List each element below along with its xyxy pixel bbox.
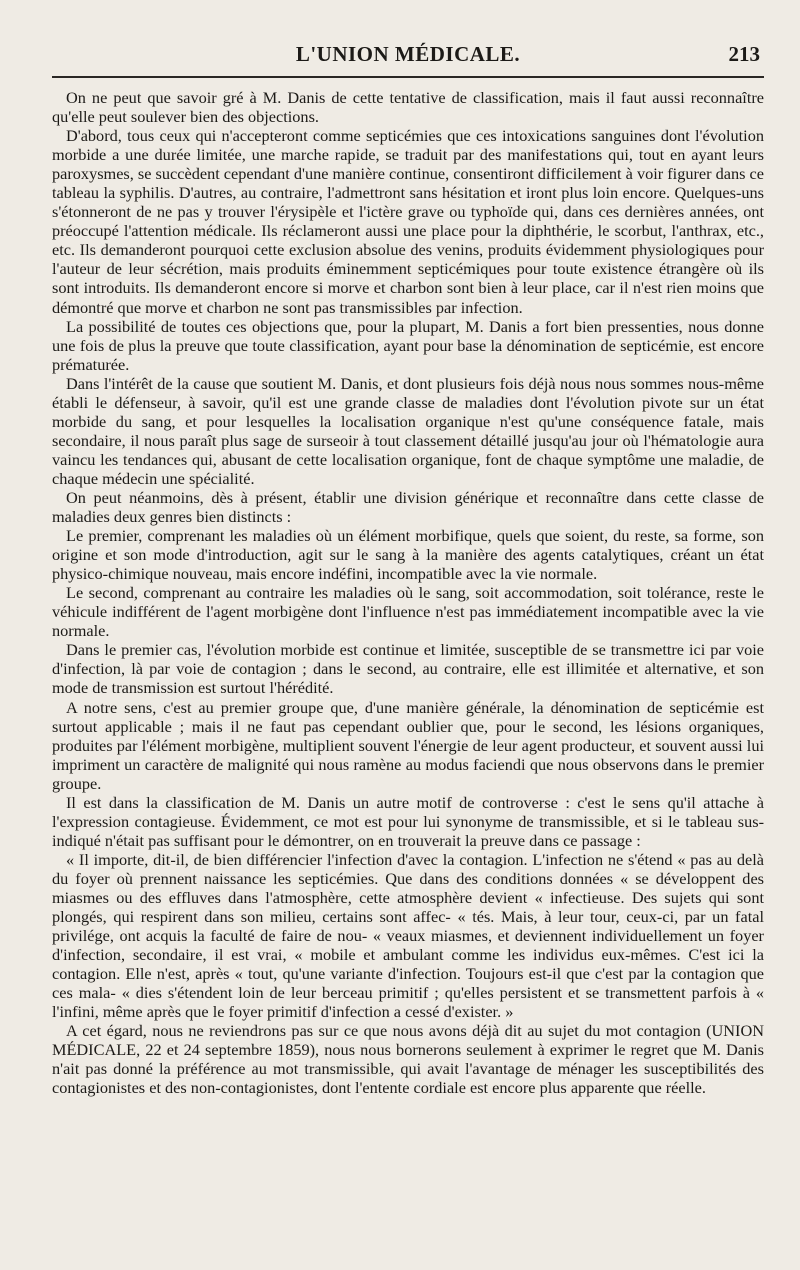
quote-line: « Il importe, dit-il, de bien différencier l'infection d'avec la contagion. L'infection ne s'étend bbox=[66, 849, 673, 869]
quote-line: « dies s'étendent loin de leur berceau primitif ; qu'elles persistent et se transmettent parfois à bbox=[121, 983, 750, 1003]
paragraph: D'abord, tous ceux qui n'accepteront comme septicémies que ces intoxications sanguines dont l'évolution morbide a une durée limitée, une marche rapide, se traduit par des manifestations qui, tout en ayant leurs paroxysmes, se succèdent cependant d'une manière continue, consentiront difficilement à voir figurer dans ce tableau la syphilis. D'autres, au contraire, l'admettront sans hésitation et iront plus loin encore. Quelques-uns s'étonneront de ne pas y trouver l'érysipèle et l'ictère grave ou typhoïde qui, dans ces dernières années, ont préoccupé l'attention médicale. Ils réclameront aussi une place pour la diphthérie, le scorbut, l'anthrax, etc., etc. Ils demanderont pourquoi cette exclusion absolue des venins, produits évidemment physiologiques pour l'auteur de leur sécrétion, mais produits éminemment septicémiques pour toute existence étrangère où ils sont introduits. Ils demanderont encore si morve et charbon sont bien à leur place, car il n'est rien moins que démontré que morve et charbon ne sont pas transmissibles par infection. bbox=[52, 126, 764, 317]
journal-title: L'UNION MÉDICALE. bbox=[295, 42, 521, 66]
quote-line: « mobile et ambulant comme les individus eux-mêmes. C'est ici la contagion. Elle n'est, après bbox=[52, 945, 764, 984]
paragraph: Dans l'intérêt de la cause que soutient M. Danis, et dont plusieurs fois déjà nous nous sommes nous-même établi le défenseur, à savoir, qu'il est une grande classe de maladies dont l'évolution pivote sur un état morbide du sang, et pour lesquelles la localisation organique n'est qu'une conséquence fatale, mais secondaire, il nous paraît plus sage de surseoir à tout classement détaillé jusqu'au jour où l'hématologie aura vaincu les tendances qui, abusant de cette localisation organique, font de chaque symptôme une maladie, de chaque médecin une spécialité. bbox=[52, 373, 764, 488]
quote-line: « infectieuse. Des sujets qui sont plongés, qui respirent dans son milieu, certains sont affec- bbox=[52, 887, 764, 927]
paragraph: Le second, comprenant au contraire les maladies où le sang, soit accommodation, soit tolérance, reste le véhicule indifférent de l'agent morbigène dont l'influence n'est pas immédiatement incompatible avec la vie normale. bbox=[52, 583, 764, 641]
article-body bbox=[52, 88, 764, 1097]
paragraph: On ne peut que savoir gré à M. Danis de cette tentative de classification, mais il faut aussi reconnaître qu'elle peut soulever bien des objections. bbox=[52, 88, 764, 127]
quote-line: « se développent des miasmes ou des effluves dans l'atmosphère, cette atmosphère devient bbox=[52, 868, 765, 907]
quotation bbox=[52, 850, 764, 1021]
running-header bbox=[52, 40, 764, 70]
paragraph: La possibilité de toutes ces objections que, pour la plupart, M. Danis a fort bien pressenties, nous donne une fois de plus la preuve que toute classification, ayant pour base la dénomination de septicémie, est encore prématurée. bbox=[52, 316, 764, 374]
quote-line: « tout, qu'une variante d'infection. Toujours est-il que c'est par la contagion que ces mala- bbox=[52, 964, 764, 1003]
quote-line: « pas au delà du foyer où prennent naissance les septicémies. Que dans des conditions données bbox=[52, 849, 764, 888]
quote-line: « l'infini, même après que le foyer primitif d'infection a cessé d'exister. » bbox=[52, 983, 765, 1022]
final-paragraph: A cet égard, nous ne reviendrons pas sur ce que nous avons déjà dit au sujet du mot contagion (UNION MÉDICALE, 22 et 24 septembre 1859), nous nous bornerons seulement à exprimer le regret que M. Danis n'ait pas donné la préférence au mot transmissible, qui avait l'avantage de ménager les susceptibilités des contagionistes et des non-contagionistes, dont l'entente cordiale est encore plus apparente que réelle. bbox=[52, 1021, 764, 1098]
paragraph: Il est dans la classification de M. Danis un autre motif de controverse : c'est le sens qu'il attache à l'expression contagieuse. Évidemment, ce mot est pour lui synonyme de transmissible, et si le tableau sus-indiqué n'était pas suffisant pour le démontrer, on en trouverait la preuve dans ce passage : bbox=[52, 792, 764, 850]
header-rule bbox=[52, 76, 764, 78]
quote-line: « veaux miasmes, et deviennent individuellement un foyer d'infection, secondaire, il est vrai, bbox=[52, 926, 764, 965]
paragraph: Dans le premier cas, l'évolution morbide est continue et limitée, susceptible de se transmettre ici par voie d'infection, là par voie de contagion ; dans le second, au contraire, elle est illimitée et alternative, et son mode de transmission est surtout l'hérédité. bbox=[52, 640, 764, 698]
page-number: 213 bbox=[728, 42, 760, 66]
paragraph: On peut néanmoins, dès à présent, établir une division générique et reconnaître dans cette classe de maladies deux genres bien distincts : bbox=[52, 487, 764, 527]
paragraph: A notre sens, c'est au premier groupe que, d'une manière générale, la dénomination de septicémie est surtout applicable ; mais il ne faut pas cependant oublier que, pour le second, les lésions organiques, produites par l'élément morbigène, multiplient souvent l'énergie de leur agent producteur, et souvent aussi lui impriment un caractère de malignité qui nous ramène au modus faciendi que nous observons dans le premier groupe. bbox=[52, 697, 764, 793]
paragraph: Le premier, comprenant les maladies où un élément morbifique, quels que soient, du reste, sa forme, son origine et son mode d'introduction, agit sur le sang à la manière des agents catalytiques, créant un état physico-chimique nouveau, mais encore indéfini, incompatible avec la vie normale. bbox=[52, 526, 764, 584]
quote-line: « tés. Mais, à leur tour, ceux-ci, par un fatal privilége, ont acquis la faculté de faire de nou- bbox=[52, 907, 764, 946]
